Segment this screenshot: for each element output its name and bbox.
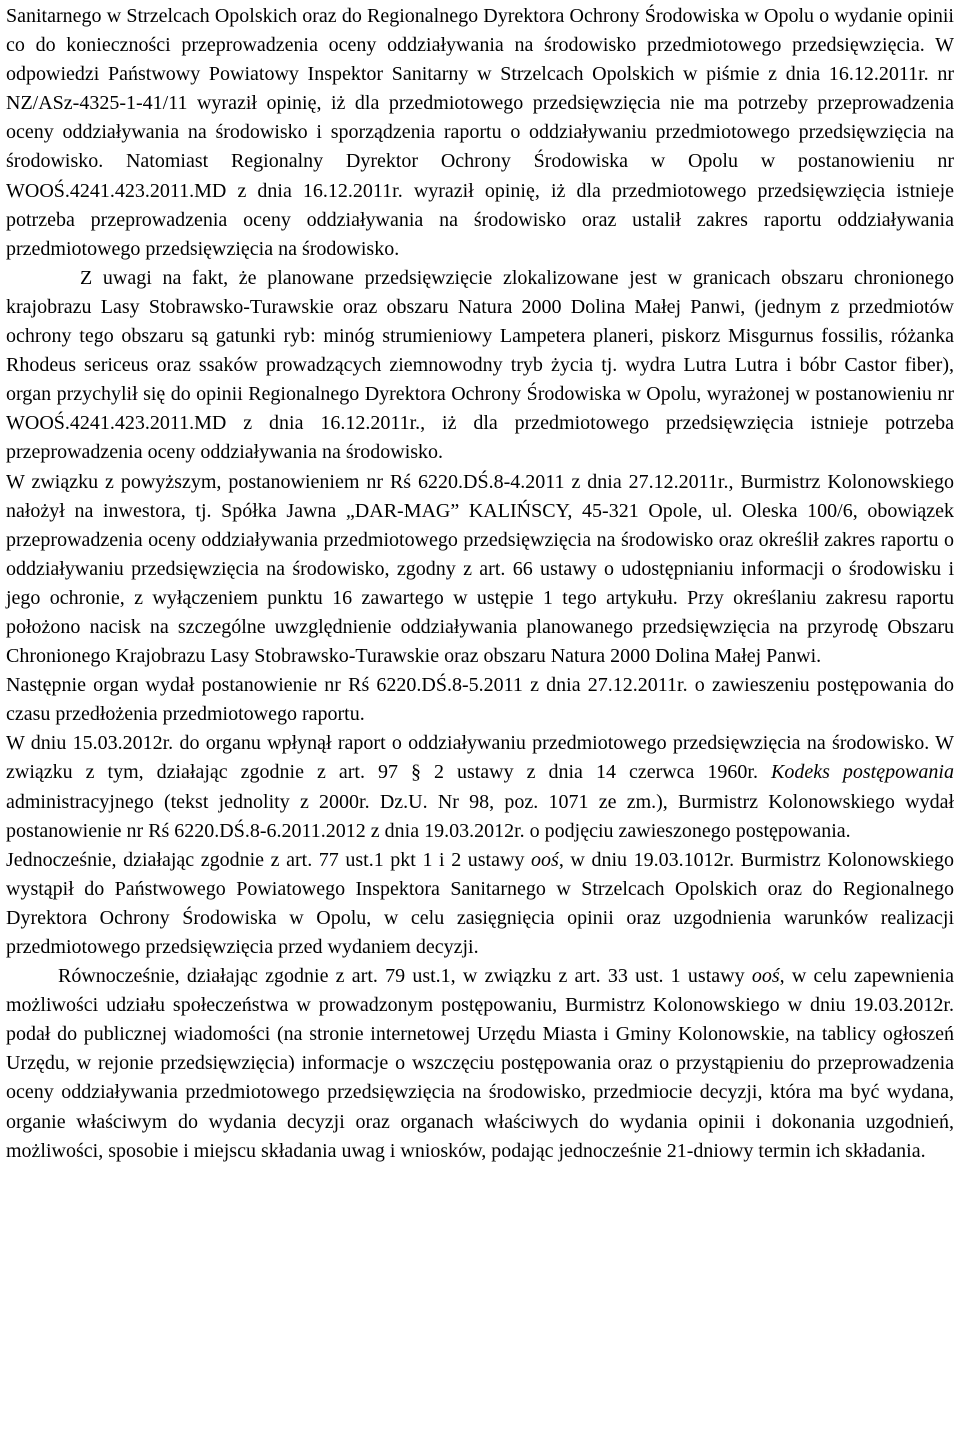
paragraph-consultation xyxy=(6,846,954,962)
paragraph-report-received xyxy=(6,729,954,845)
paragraph-protected-area: Z uwagi na fakt, że planowane przedsięwzięcie zlokalizowane jest w granicach obszaru chronionego krajobrazu Lasy Stobrawsko-Turawskie oraz obszaru Natura 2000 Dolina Małej Panwi, (jednym z przedmiotów ochrony tego obszaru są gatunki ryb: minóg strumieniowy Lampetera planeri, piskorz Misgurnus fossilis, różanka Rhodeus sericeus oraz ssaków prowadzących ziemnowodny tryb życia tj. wydra Lutra Lutra i bóbr Castor fiber), organ przychylił się do opinii Regionalnego Dyrektora Ochrony Środowiska w Opolu, wyrażonej w postanowieniu nr WOOŚ.4241.423.2011.MD z dnia 16.12.2011r., iż dla przedmiotowego przedsięwzięcia istnieje potrzeba przeprowadzenia oceny oddziaływania na środowisko. xyxy=(6,266,954,464)
paragraph-report-received-part-2: administracyjnego (tekst jednolity z 2000r. Dz.U. Nr 98, poz. 1071 ze zm.), Burmistrz Kolonowskiego wydał postanowienie nr Rś 6220.DŚ.8-6.2011.2012 z dnia 19.03.2012r. o podjęciu zawieszonego postępowania. xyxy=(6,790,954,842)
paragraph-report-received-code-title: Kodeks postępowania xyxy=(771,761,954,784)
paragraph-opinions: Sanitarnego w Strzelcach Opolskich oraz do Regionalnego Dyrektora Ochrony Środowiska w Opolu o wydanie opinii co do konieczności przeprowadzenia oceny oddziaływania na środowisko przedmiotowego przedsięwzięcia. W odpowiedzi Państwowy Powiatowy Inspektor Sanitarny w Strzelcach Opolskich w piśmie z dnia 16.12.2011r. nr NZ/ASz-4325-1-41/11 wyraził opinię, iż dla przedmiotowego przedsięwzięcia nie ma potrzeby przeprowadzenia oceny oddziaływania na środowisko i sporządzenia raportu o oddziaływaniu przedmiotowego przedsięwzięcia na środowisko. Natomiast Regionalny Dyrektor Ochrony Środowiska w Opolu w postanowieniu nr WOOŚ.4241.423.2011.MD z dnia 16.12.2011r. wyraził opinię, iż dla przedmiotowego przedsięwzięcia istnieje potrzeba przeprowadzenia oceny oddziaływania na środowisko oraz ustalił zakres raportu oddziaływania przedmiotowego przedsięwzięcia na środowisko. xyxy=(6,5,954,260)
paragraph-public-participation-part-2: , w celu zapewnienia możliwości udziału społeczeństwa w prowadzonym postępowaniu, Burmistrz Kolonowskiego w dniu 19.03.2012r. podał do publicznej wiadomości (na stronie internetowej Urzędu Miasta i Gminy Kolonowskie, na tablicy ogłoszeń Urzędu, w rejonie przedsięwzięcia) informacje o wszczęciu postępowania oraz o przystąpieniu do przeprowadzenia oceny oddziaływania przedmiotowego przedsięwzięcia na środowisko, przedmiocie decyzji, która ma być wydana, organie właściwym do wydania decyzji oraz organach właściwych do wydania opinii i dokonania uzgodnień, możliwości, sposobie i miejscu składania uwag i wniosków, podając jednocześnie 21-dniowy termin ich składania. xyxy=(6,965,954,1162)
paragraph-consultation-part-2: , w dniu 19.03.1012r. Burmistrz Kolonowskiego wystąpił do Państwowego Powiatowego Inspektora Sanitarnego w Strzelcach Opolskich oraz do Regionalnego Dyrektora Ochrony Środowiska w Opolu, w celu zasięgnięcia opinii oraz uzgodnienia warunków realizacji przedmiotowego przedsięwzięcia przed wydaniem decyzji. xyxy=(6,848,954,958)
paragraph-suspension: Następnie organ wydał postanowienie nr Rś 6220.DŚ.8-5.2011 z dnia 27.12.2011r. o zawieszeniu postępowania do czasu przedłożenia przedmiotowego raportu. xyxy=(6,674,954,726)
paragraph-report-obligation: W związku z powyższym, postanowieniem nr Rś 6220.DŚ.8-4.2011 z dnia 27.12.2011r., Burmistrz Kolonowskiego nałożył na inwestora, tj. Spółka Jawna „DAR-MAG” KALIŃSCY, 45-321 Opole, ul. Oleska 100/6, obowiązek przeprowadzenia oceny oddziaływania przedmiotowego przedsięwzięcia na środowisko oraz określił zakres raportu o oddziaływaniu przedsięwzięcia na środowisko, zgodny z art. 66 ustawy o udostępnianiu informacji o środowisku i jego ochronie, z wyłączeniem punktu 16 zawartego w ustępie 1 tego artykułu. Przy określaniu zakresu raportu położono nacisk na szczególne uwzględnienie oddziaływania planowanego przedsięwzięcia na przyrodę Obszaru Chronionego Krajobrazu Lasy Stobrawsko-Turawskie oraz obszaru Natura 2000 Dolina Małej Panwi. xyxy=(6,470,954,668)
paragraph-public-participation-act-abbrev: ooś xyxy=(751,965,780,988)
paragraph-public-participation-part-1: Równocześnie, działając zgodnie z art. 79 ust.1, w związku z art. 33 ust. 1 ustawy xyxy=(58,965,752,988)
paragraph-consultation-act-abbrev: ooś xyxy=(531,848,559,871)
paragraph-consultation-part-1: Jednocześnie, działając zgodnie z art. 77 ust.1 pkt 1 i 2 ustawy xyxy=(6,848,532,871)
paragraph-report-received-part-1: W dniu 15.03.2012r. do organu wpłynął raport o oddziaływaniu przedmiotowego przedsięwzięcia na środowisko. W związku z tym, działając zgodnie z art. 97 § 2 ustawy z dnia 14 czerwca 1960r. xyxy=(6,732,954,784)
paragraph-public-participation xyxy=(6,962,954,1166)
